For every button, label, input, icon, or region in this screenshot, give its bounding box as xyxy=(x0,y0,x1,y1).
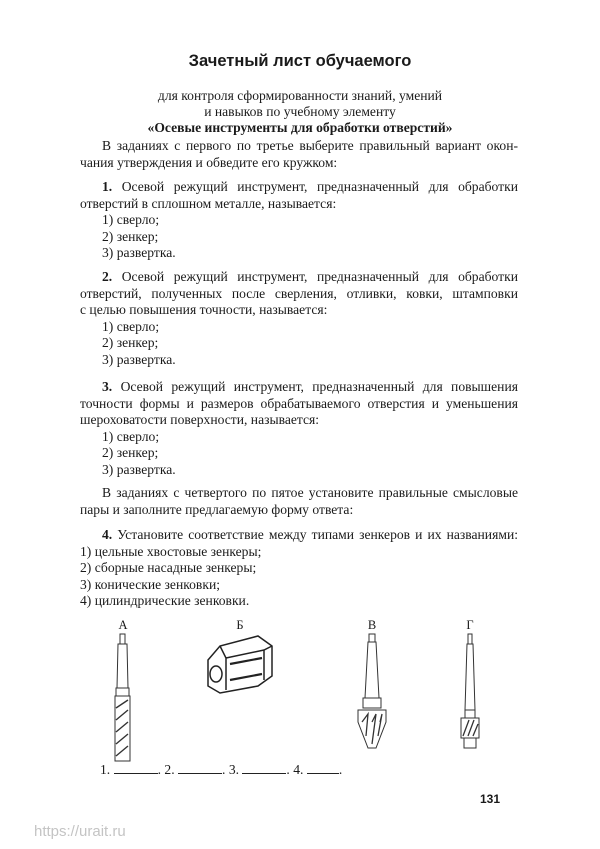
question-1 xyxy=(80,179,518,262)
option[interactable]: 1) сверло; xyxy=(102,318,160,334)
text-line: В заданиях с четвертого по пятое установите правильные смысловые xyxy=(102,485,518,500)
option[interactable]: 3) развертка. xyxy=(102,351,176,367)
shell-countersink-drawing xyxy=(200,618,280,698)
cylindrical-countersink-drawing xyxy=(455,618,485,758)
answer-number: 4. xyxy=(293,762,304,777)
question-3 xyxy=(80,379,518,478)
figure-label: В xyxy=(367,618,377,632)
question-number: 4. xyxy=(102,527,113,542)
question-2 xyxy=(80,269,518,368)
figure-g xyxy=(455,618,485,758)
subtitle xyxy=(0,88,600,136)
answer-number: 2. xyxy=(164,762,175,777)
question-number: 3. xyxy=(102,379,113,394)
option[interactable]: 3) развертка. xyxy=(102,461,176,477)
question-number: 1. xyxy=(102,179,113,194)
instructions-1 xyxy=(80,138,518,171)
text-line xyxy=(80,269,518,286)
answer-number: 1. xyxy=(100,762,111,777)
question-text: Установите соответствие между типами зенкеров и их названиями: xyxy=(117,527,518,542)
subtitle-line: для контроля сформированности знаний, умений xyxy=(157,88,443,103)
text-line: отверстий в сплошном металле, называется: xyxy=(80,195,337,211)
conical-countersink-drawing xyxy=(352,618,392,766)
option[interactable]: 3) развертка. xyxy=(102,245,176,260)
watermark: https://urait.ru xyxy=(34,823,126,840)
answer-blank-4[interactable] xyxy=(307,762,339,774)
text-line: В заданиях с первого по третье выберите правильный вариант окон- xyxy=(102,138,518,153)
question-text: Осевой режущий инструмент, предназначенный для повышения xyxy=(120,379,518,394)
text-line xyxy=(80,379,518,396)
page-number: 131 xyxy=(480,792,501,806)
figure-label: А xyxy=(118,618,128,632)
option[interactable]: 1) сверло; xyxy=(102,212,160,227)
subtitle-topic: «Осевые инструменты для обработки отверстий» xyxy=(147,120,453,135)
question-number: 2. xyxy=(102,269,113,284)
answer-form: 1. . 2. . 3. . 4. . xyxy=(100,762,343,777)
solid-shank-countersink-drawing xyxy=(106,618,140,763)
figure-a xyxy=(106,618,140,763)
subtitle-line: и навыков по учебному элементу xyxy=(204,104,396,119)
figure-label: Б xyxy=(236,618,244,632)
figure-v xyxy=(352,618,392,766)
text-line: с целью повышения точности, называется: xyxy=(80,302,328,317)
text-line: чания утверждения и обведите его кружком: xyxy=(80,154,338,170)
text-line xyxy=(80,527,518,544)
page-title: Зачетный лист обучаемого xyxy=(188,52,412,70)
option: 4) цилиндрические зенковки. xyxy=(80,593,250,608)
text-line: пары и заполните предлагаемую форму ответа: xyxy=(80,501,354,517)
figure-b xyxy=(200,618,280,698)
question-text: Осевой режущий инструмент, предназначенный для обработки xyxy=(121,179,518,194)
option: 2) сборные насадные зенкеры; xyxy=(80,560,257,575)
option: 3) конические зенковки; xyxy=(80,576,220,592)
text-line: отверстий, полученных после сверления, отливки, ковки, штамповки xyxy=(80,285,518,301)
answer-blank-1[interactable] xyxy=(114,762,158,774)
answer-number: 3. xyxy=(228,762,240,777)
text-line: шероховатости поверхности, называется: xyxy=(80,412,320,427)
question-text: Осевой режущий инструмент, предназначенный для обработки xyxy=(121,269,518,284)
option: 1) цельные хвостовые зенкеры; xyxy=(80,543,262,559)
option[interactable]: 2) зенкер; xyxy=(102,228,159,244)
option[interactable]: 2) зенкер; xyxy=(102,445,159,460)
text-line xyxy=(80,179,518,196)
answer-blank-2[interactable] xyxy=(178,762,222,774)
figure-label: Г xyxy=(466,618,474,632)
question-4 xyxy=(80,527,518,610)
option[interactable]: 1) сверло; xyxy=(102,428,160,444)
answer-blank-3[interactable] xyxy=(242,762,286,774)
text-line: точности формы и размеров обрабатываемого отверстия и уменьшения xyxy=(80,395,518,411)
option[interactable]: 2) зенкер; xyxy=(102,335,159,350)
instructions-2 xyxy=(80,485,518,518)
